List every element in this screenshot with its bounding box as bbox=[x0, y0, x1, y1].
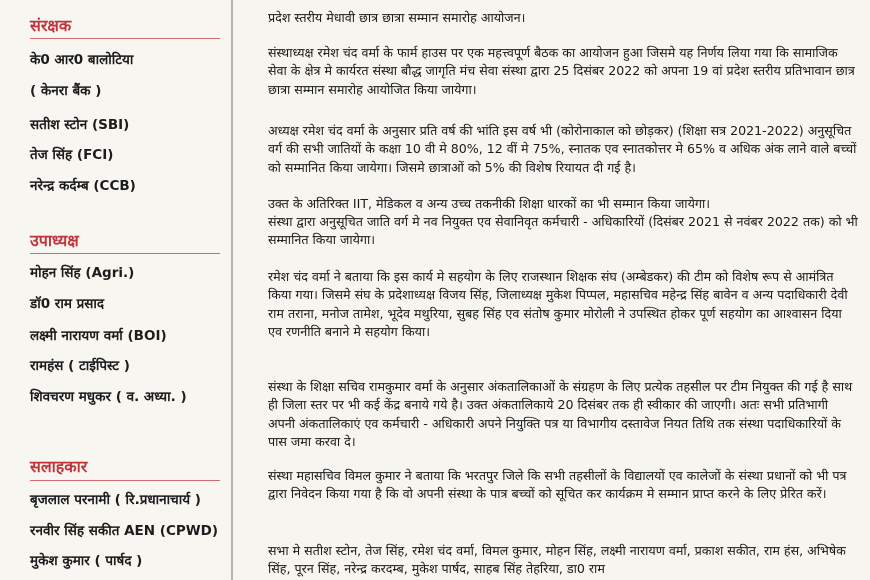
section-rule bbox=[30, 480, 220, 481]
member-name: सतीश स्टोन (SBI) bbox=[30, 117, 130, 133]
section-title-patrons: संरक्षक bbox=[30, 16, 72, 35]
member-name: तेज सिंह (FCI) bbox=[30, 147, 114, 163]
letter-body bbox=[268, 0, 860, 580]
member-name: ( केनरा बैंक ) bbox=[30, 83, 102, 99]
member-name: मोहन सिंह (Agri.) bbox=[30, 265, 135, 281]
member-name: रनवीर सिंह सकीत AEN (CPWD) bbox=[30, 523, 219, 539]
body-paragraph: संस्थाध्यक्ष रमेश चंद वर्मा के फार्म हाउस पर एक महत्त्वपूर्ण बैठक का आयोजन हुआ जिसमे यह निर्णय लिया गया कि सामाजिक सेवा के क्षेत्र मे कार्यरत संस्था बौद्ध जागृति मंच सेवा संस्था द्वारा 25 दिसंबर 2022 को अपना 19 वां प्रदेश स्तरीय प्रतिभावान छात्र छात्रा सम्मान समारोह आयोजित किया जायेगा। bbox=[268, 45, 855, 97]
subject-line: प्रदेश स्तरीय मेधावी छात्र छात्रा सम्मान समारोह आयोजन। bbox=[268, 10, 526, 25]
member-name: मुकेश कुमार ( पार्षद ) bbox=[30, 553, 143, 569]
body-paragraph: उक्त के अतिरिक्त IIT, मेडिकल व अन्य उच्च तकनीकी शिक्षा धारकों का भी सम्मान किया जायेगा। bbox=[268, 196, 710, 211]
member-name: बृजलाल परनामी ( रि.प्रधानाचार्य ) bbox=[30, 492, 201, 508]
section-title-advisors: सलाहकार bbox=[30, 457, 88, 476]
member-name: नरेन्द्र कर्दम्ब (CCB) bbox=[30, 178, 136, 194]
body-paragraph: सभा मे सतीश स्टोन, तेज सिंह, रमेश चंद वर्मा, विमल कुमार, मोहन सिंह, लक्ष्मी नारायण वर्मा, प्रकाश सकीत, राम हंस, अभिषेक सिंह, पूरन सिंह, नरेन्द्र करदम्ब, मुकेश पार्षद, साहब सिंह तेहरिया, डा0 राम bbox=[268, 543, 846, 577]
member-name: डॉ0 राम प्रसाद bbox=[30, 296, 105, 312]
member-name: रामहंस ( टाईपिस्ट ) bbox=[30, 358, 130, 374]
section-rule bbox=[30, 38, 220, 39]
body-paragraph: रमेश चंद वर्मा ने बताया कि इस कार्य मे सहयोग के लिए राजस्थान शिक्षक संघ (अम्बेडकर) की टीम को विशेष रूप से आमंत्रित किया गया। जिसमे संघ के प्रदेशाध्यक्ष विजय सिंह, जिलाध्यक्ष मुकेश पिप्पल, महासचिव महेन्द्र सिंह बावेन व अन्य पदाधिकारी देवी राम तराना, मनोज तामेश, भूदेव मथुरिया, सुबह सिंह एव संतोष कुमार मोरोली ने उपस्थित होकर पूर्ण सहयोग का आश्वासन दिया एव रणनीति बनाने मे सहयोग किया। bbox=[268, 269, 848, 339]
member-name: के0 आर0 बालोटिया bbox=[30, 52, 134, 68]
column-divider bbox=[231, 0, 233, 580]
member-name: लक्ष्मी नारायण वर्मा (BOI) bbox=[30, 328, 167, 344]
member-name: शिवचरण मधुकर ( व. अध्या. ) bbox=[30, 389, 187, 405]
sidebar bbox=[0, 0, 228, 580]
body-paragraph: संस्था महासचिव विमल कुमार ने बताया कि भरतपुर जिले कि सभी तहसीलों के विद्यालयों एव कालेजों के संस्था प्रधानों को भी पत्र द्वारा निवेदन किया गया है कि वो अपनी संस्था के पात्र बच्चों को सूचित कर कार्यक्रम मे सम्मान प्राप्त करने के लिए प्रेरित करें। bbox=[268, 468, 847, 502]
section-rule bbox=[30, 253, 220, 254]
body-paragraph: संस्था द्वारा अनुसूचित जाति वर्ग मे नव नियुक्त एव सेवानिवृत कर्मचारी - अधिकारियों (दिसंबर 2021 से नवंबर 2022 तक) को भी सम्मानित किया जायेगा। bbox=[268, 214, 858, 248]
body-paragraph: संस्था के शिक्षा सचिव रामकुमार वर्मा के अनुसार अंकतालिकाओं के संग्रहण के लिए प्रत्येक तहसील पर टीम नियुक्त की गई है साथ ही जिला स्तर पर भी कई केंद्र बनाये गये है। उक्त अंकतालिकाये 20 दिसंबर तक ही स्वीकार की जाएगी। अतः सभी प्रतिभागी अपनी अंकतालिकाएं एव कर्मचारी - अधिकारी अपने नियुक्ति पत्र या विभागीय दस्तावेज नियत तिथि तक संस्था पदाधिकारियों के पास जमा करवा दे। bbox=[268, 379, 853, 449]
section-title-vice-presidents: उपाध्यक्ष bbox=[30, 231, 79, 250]
body-paragraph: अध्यक्ष रमेश चंद वर्मा के अनुसार प्रति वर्ष की भांति इस वर्ष भी (कोरोनाकाल को छोड़कर) (शिक्षा सत्र 2021-2022) अनुसूचित वर्ग की सभी जातियों के कक्षा 10 वी मे 80%, 12 वीं मे 75%, स्नातक एव स्नातकोत्तर मे 65% व अधिक अंक लाने वाले बच्चों को सम्मानित किया जायेगा। जिसमे छात्राओं को 5% की विशेष रियायत दी गई है। bbox=[268, 123, 857, 175]
